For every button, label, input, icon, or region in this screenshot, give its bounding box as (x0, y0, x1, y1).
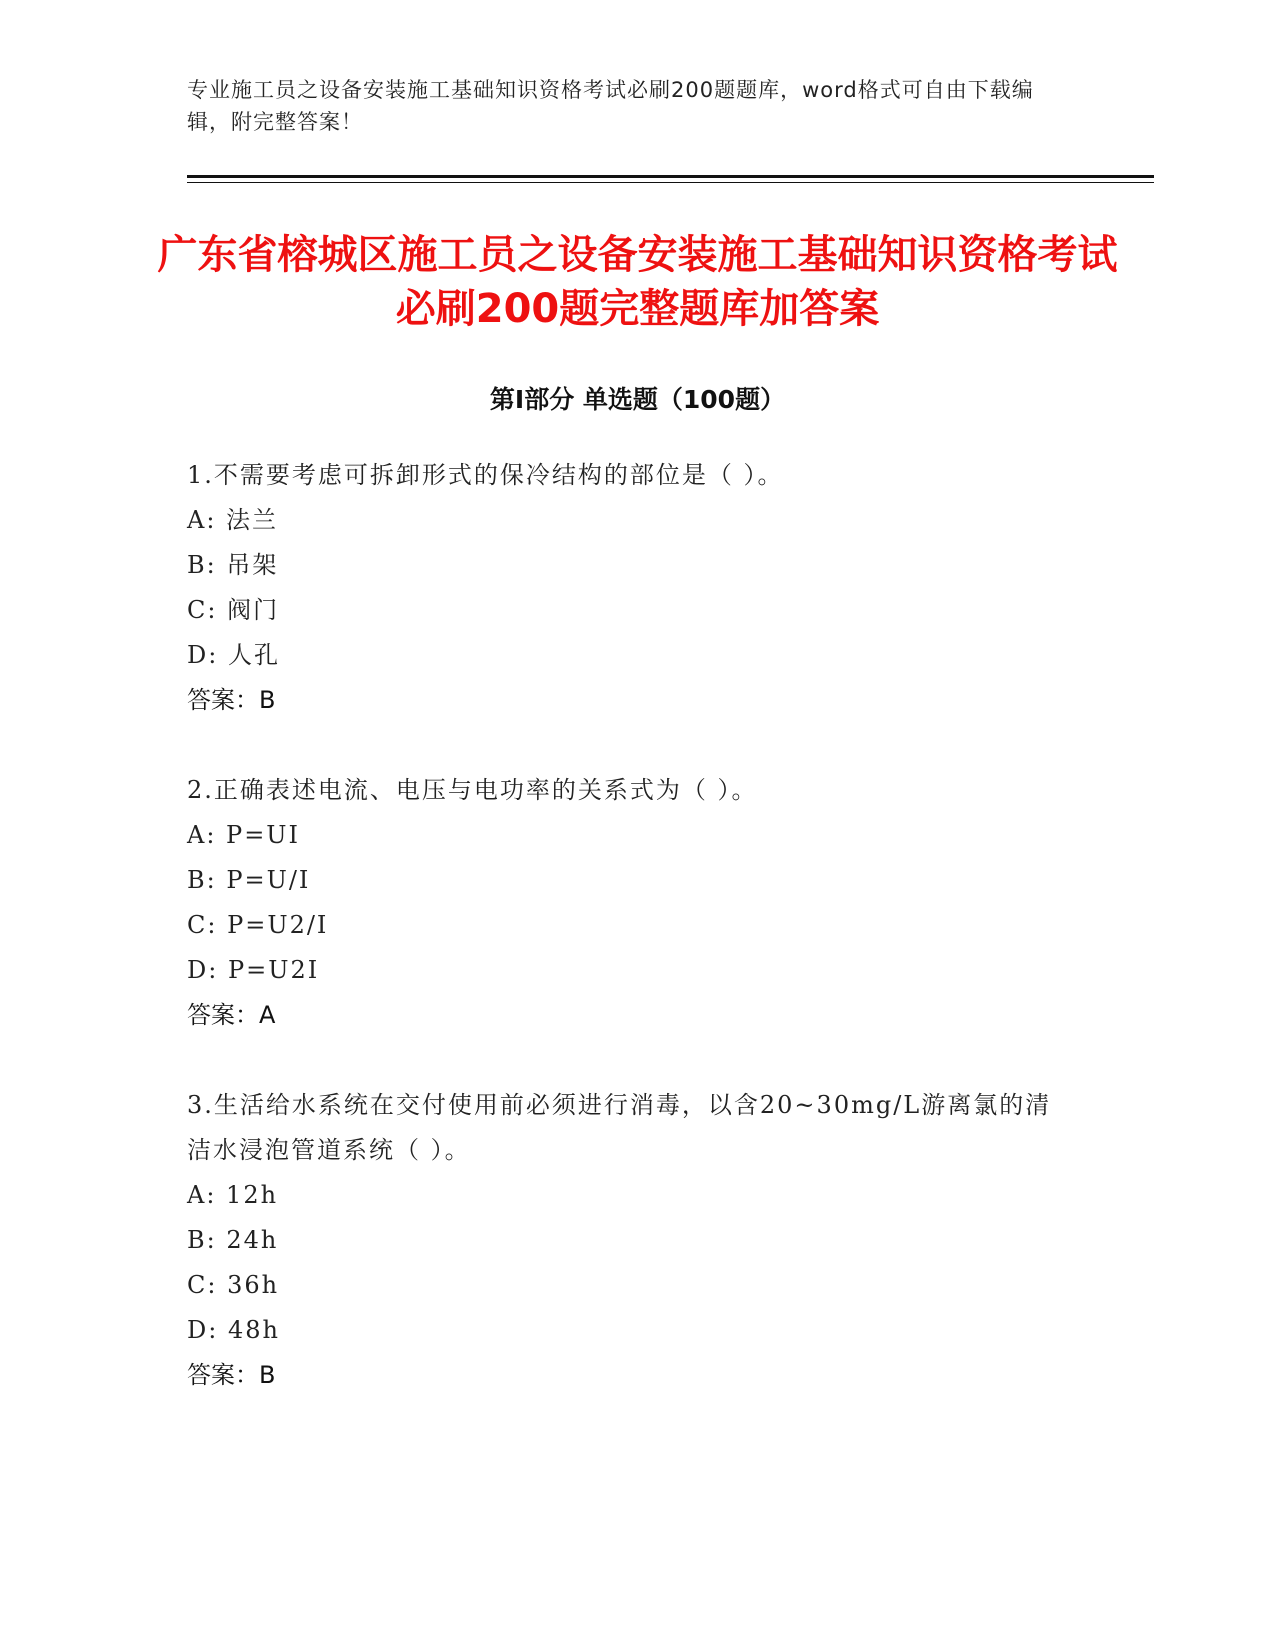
option-c: C: 36h (187, 1271, 280, 1299)
option-b: B: P=U/I (187, 866, 311, 894)
option-b: B: 吊架 (187, 551, 279, 579)
header-rule-thin (187, 182, 1154, 183)
question-3 (187, 1083, 1067, 1398)
question-stem: 3.生活给水系统在交付使用前必须进行消毒，以含20~30mg/L游离氯的清洁水浸泡管道系统（ ）。 (187, 1091, 1052, 1164)
question-stem: 2.正确表述电流、电压与电功率的关系式为（ ）。 (187, 776, 758, 804)
question-stem: 1.不需要考虑可拆卸形式的保冷结构的部位是（ ）。 (187, 461, 784, 489)
question-2 (187, 768, 1067, 1038)
document-title: 广东省榕城区施工员之设备安装施工基础知识资格考试必刷200题完整题库加答案 (157, 232, 1118, 332)
question-1 (187, 453, 1067, 723)
answer: 答案：A (187, 1001, 276, 1029)
option-b: B: 24h (187, 1226, 279, 1254)
option-d: D: 48h (187, 1316, 280, 1344)
option-d: D: P=U2I (187, 956, 320, 984)
option-c: C: P=U2/I (187, 911, 329, 939)
answer: 答案：B (187, 686, 276, 714)
option-a: A: 12h (187, 1181, 279, 1209)
section-title: 第Ⅰ部分 单选题（100题） (489, 385, 786, 414)
option-d: D: 人孔 (187, 641, 280, 669)
header-rule-thick (187, 175, 1154, 178)
option-a: A: P=UI (187, 821, 301, 849)
answer: 答案：B (187, 1361, 276, 1389)
header-note: 专业施工员之设备安装施工基础知识资格考试必刷200题题库，word格式可自由下载编辑，附完整答案！ (187, 78, 1034, 134)
option-c: C: 阀门 (187, 596, 280, 624)
option-a: A: 法兰 (187, 506, 279, 534)
